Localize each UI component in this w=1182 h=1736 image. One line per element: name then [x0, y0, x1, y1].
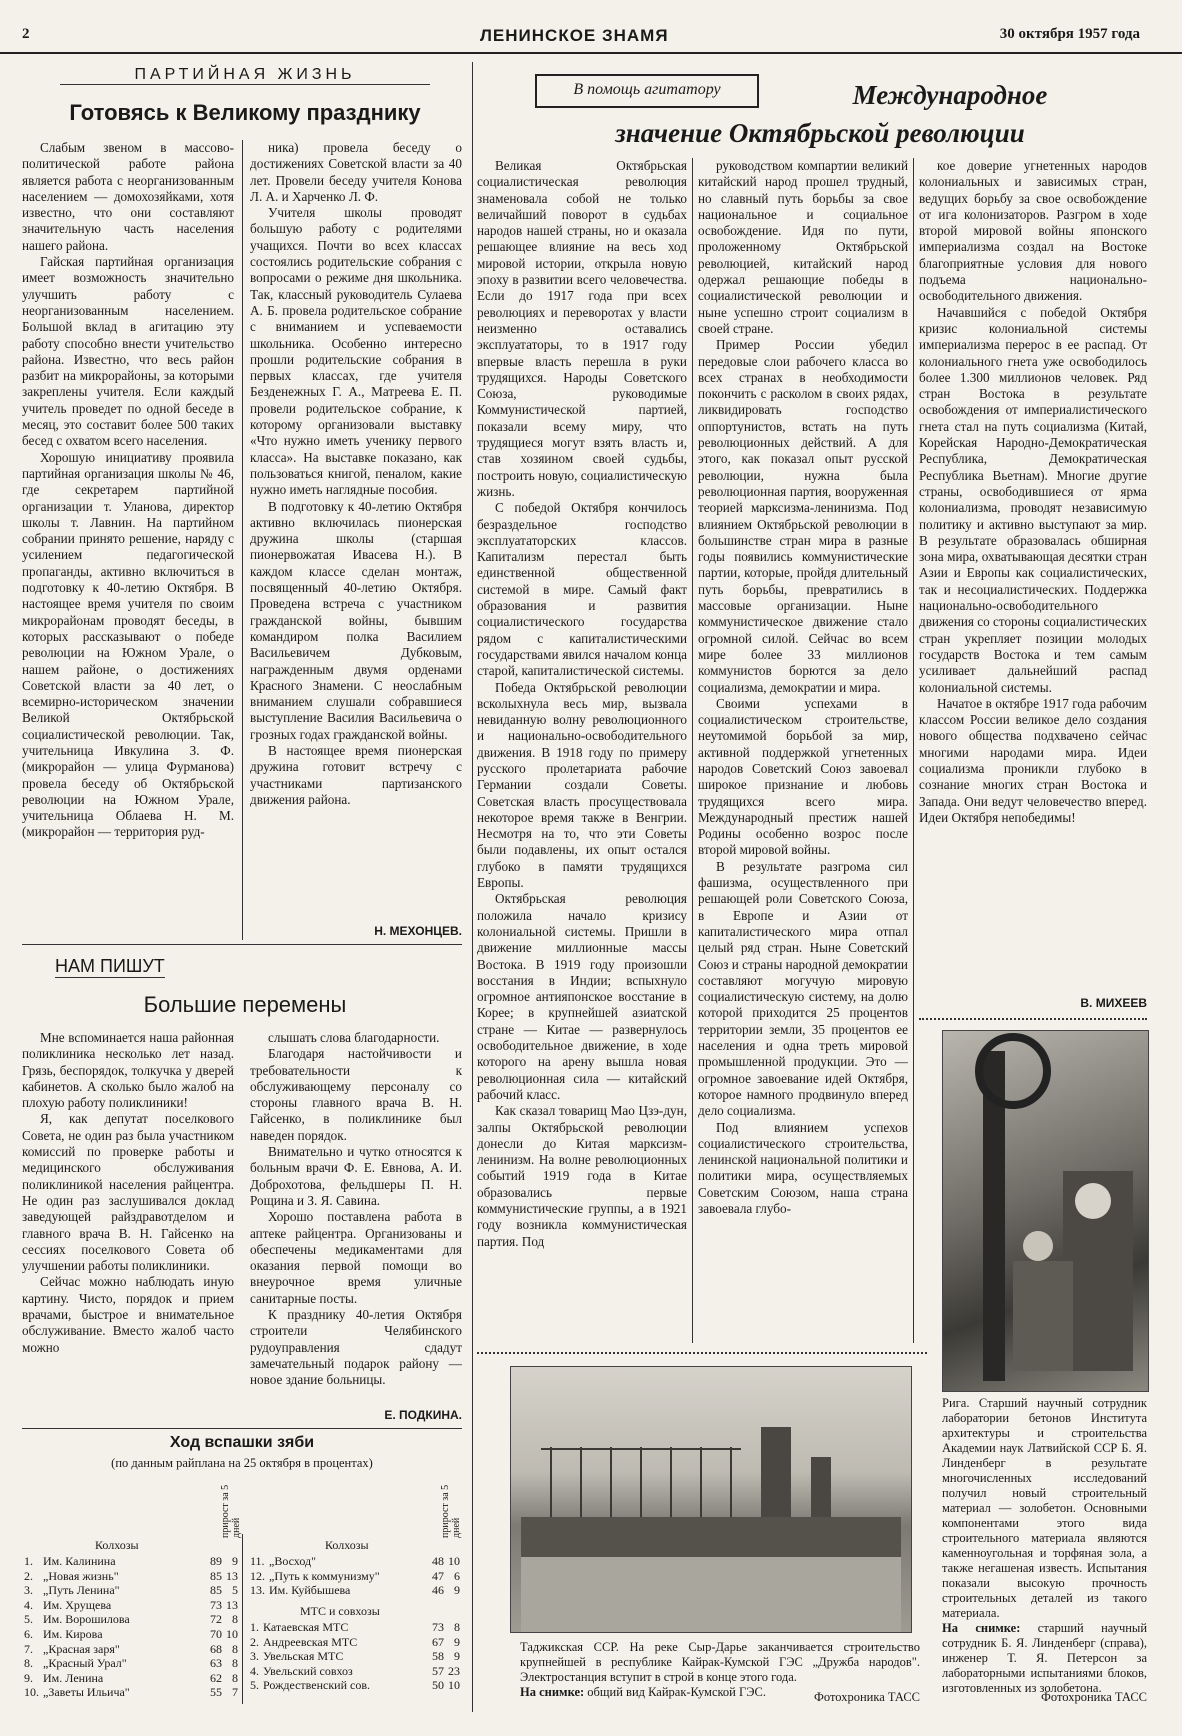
- farm-name: „Заветы Ильича": [43, 1685, 130, 1700]
- paragraph: Начавшийся с победой Октября кризис колониальной системы империализма перерос в ее распад. От колониального гнета уже освободилось более 1.300 миллионов человек. Ряд стран Востока в результате освобождения от империалистического гнета стал на путь социализма (Китай, Корейская Народно-Демократическая Республика, Демократическая Республика Вьетнам). Многие другие страны, освободившиеся от ярма колониализма, проводят независимую политику и активно выступают за мир. В результате образовалась обширная зона мира, охватывающая десятки стран Азии и Европы как социалистических, так и несоциалистических. Поддержка национально-освободительного движения со стороны социалистических стран укрепляет позиции молодых государств Востока и тем самым усиливает дальнейший распад колониальной системы.: [919, 304, 1148, 695]
- table-row: [248, 1583, 462, 1598]
- table-row: [22, 1554, 240, 1569]
- table-row: [22, 1671, 240, 1686]
- signature: Е. ПОДКИНА.: [384, 1408, 462, 1422]
- table-row: [248, 1678, 462, 1693]
- row-number: 2.: [250, 1634, 259, 1649]
- paragraph: Учителя школы проводят большую работу с родителями учащихся. Почти во всех классах состоялись родительские собрания с вопросами о режиме дня школьника. Так, классный руководитель Сулаева А. Б. провела родительское собрание с вниманием и успеваемости школьника. Особенно интересно прошли родительские собрания в первых классах, где учителя Безденежных Г. А., Матреева Е. П. провели родительское собрание, к которому организовали выставку «Что нужно иметь ученику первого класса». На выставке показано, как пользоваться книгой, пеналом, какие нужно иметь наглядные пособия.: [250, 205, 462, 498]
- increase-value: 5: [232, 1583, 238, 1598]
- table-row: [22, 1598, 240, 1613]
- farm-name: Рождественский сов.: [263, 1678, 371, 1693]
- table-row: [248, 1635, 462, 1650]
- column-divider: [242, 140, 243, 940]
- signature: В. МИХЕЕВ: [1080, 996, 1147, 1010]
- group-label: Колхозы: [325, 1538, 369, 1552]
- row-number: 8.: [24, 1656, 33, 1671]
- row-number: 3.: [250, 1649, 259, 1664]
- increase-value: 8: [232, 1612, 238, 1627]
- farm-name: „Красный Урал": [43, 1656, 127, 1671]
- paragraph: Хорошо поставлена работа в аптеке райцентра. Организованы и обеспечены медикаментами для оказания первой помощи во внеурочное время уличные санитарные посты.: [250, 1209, 462, 1306]
- row-number: 4.: [250, 1663, 259, 1678]
- photo-credit: Фотохроника ТАСС: [814, 1690, 920, 1704]
- row-number: 5.: [24, 1612, 33, 1627]
- article-title: Большие перемены: [143, 992, 347, 1017]
- row-number: 6.: [24, 1626, 33, 1641]
- farm-name: „Путь к коммунизму": [269, 1568, 380, 1583]
- farm-name: Им. Ленина: [43, 1670, 104, 1685]
- increase-value: 9: [454, 1583, 460, 1598]
- page-header: [0, 22, 1182, 54]
- article-title-line1: Международное: [852, 80, 1048, 110]
- paragraph: Как сказал товарищ Мао Цзэ-дун, залпы Октябрьской революции донесли до Китая марксизм-ленинизм. На волне революционных событий 1919 года в Китае образовались первые коммунистические группы, а в 1921 году возникла коммунистическая партия. Под: [477, 1103, 687, 1249]
- caption-text: старший научный сотрудник Б. Я. Линденберг (справа), инженер Т. Я. Петерсон за лабораторными испытаниями блоков, изготовленных из золобетона.: [942, 1621, 1148, 1695]
- increase-value: 8: [232, 1641, 238, 1656]
- paragraph: Внимательно и чутко относятся к больным врачи Ф. Е. Евнова, А. И. Доброхотова, фельдшеры П. Н. Рощина и З. Я. Савина.: [250, 1144, 462, 1208]
- article-column: [250, 1030, 462, 1405]
- farm-name: Катаевская МТС: [263, 1620, 349, 1634]
- increase-value: 10: [448, 1678, 460, 1693]
- paragraph: В результате разгрома сил фашизма, осуществленного при решающей роли Советского Союза, в Европе и Азии от капиталистического мира отпал целый ряд стран. Ныне Советский Союз и страны народной демократии составляют могучую мировую социалистическую систему, на долю которой приходится 25 процентов территории земли, 35 процентов ее населения и одна треть мировой промышленной продукции. Это — огромное завоевание идей Октября, которое намного продвинуло вперед дело социализма.: [698, 858, 908, 1119]
- increase-value: 8: [232, 1656, 238, 1671]
- percent-value: 58: [432, 1649, 444, 1664]
- row-number: 9.: [24, 1670, 33, 1685]
- increase-value: 10: [226, 1626, 238, 1641]
- increase-value: 9: [454, 1634, 460, 1649]
- percent-value: 68: [210, 1641, 222, 1656]
- percent-value: 57: [432, 1663, 444, 1678]
- increase-value: 6: [454, 1568, 460, 1583]
- paragraph: Пример России убедил передовые слои рабочего класса во всех странах в необходимости покончить с расколом в своих рядах, ликвидировать господство оппортунистов, встать на путь революционных действий. А для этого, как показал опыт русской революции, нужна была революционная партия, вооруженная теорией марксизма-ленинизма. Под влиянием Октябрьской революции в большинстве стран мира в разные годы появились коммунистические партии, которые, пройдя длительный путь борьбы, превратились в массовые организации. Ныне коммунистическое движение стало огромной силой. Сейчас во всем мире более 33 миллионов коммунистов борются за дело социализма, демократии и мира.: [698, 337, 908, 695]
- farm-name: „Новая жизнь": [43, 1568, 119, 1583]
- caption-label: На снимке:: [942, 1621, 1021, 1635]
- increase-value: 8: [454, 1620, 460, 1634]
- table-row: [248, 1664, 462, 1679]
- table-row: [22, 1569, 240, 1584]
- photo-hydro-station: [510, 1366, 912, 1633]
- paragraph: Слабым звеном в массово-политической работе района является работа с неорганизованным населением — домохозяйками, хотя известно, что они составляют значительную часть населения нашего района.: [22, 140, 234, 253]
- caption-text: общий вид Кайрак-Кумской ГЭС.: [587, 1685, 766, 1699]
- rubric-party-life: ПАРТИЙНАЯ ЖИЗНЬ: [60, 66, 430, 85]
- article-column: [477, 158, 687, 1343]
- signature: Н. МЕХОНЦЕВ.: [374, 924, 462, 938]
- rubric-letters: НАМ ПИШУТ: [55, 956, 165, 976]
- table-row: [248, 1554, 462, 1569]
- group-label: МТС и совхозы: [300, 1604, 380, 1618]
- section-divider: [477, 1352, 927, 1354]
- paragraph: Начатое в октябре 1917 года рабочим классом России великое дело создания нового общества подхвачено сейчас многими народами мира. Идеи социализма проникли глубоко в сознание многих стран Востока и Запада. Они ведут человечество вперед. Идеи Октября непобедимы!: [919, 695, 1147, 825]
- farm-name: Им. Ворошилова: [43, 1612, 130, 1627]
- paragraph: руководством компартии великий китайский народ прошел трудный, но славный путь борьбы за свое национальное и социальное освобождение. Идя по пути, проложенному Октябрьской революцией, китайский народ одержал решающие победы в социалистической революции и ныне успешно строит социализм в своей стране.: [698, 158, 908, 336]
- article-column: [22, 140, 234, 940]
- column-divider: [692, 158, 693, 1343]
- row-number: 11.: [250, 1554, 265, 1568]
- percent-value: 46: [432, 1583, 444, 1598]
- increase-value: 7: [232, 1685, 238, 1700]
- caption-text: Рига. Старший научный сотрудник лаборатории бетонов Института архитектуры и строительства Академии наук Латвийской ССР Б. Я. Линденберг в результате многочисленных исследований получил новый строительный материал — золобетон. Основными компонентами этого вида строительного материала являются каменноугольная и торфяная зола, а также негашеная известь. Испытания показали высокую прочность строительных деталей из такого материала.: [942, 1396, 1147, 1620]
- table-row: [22, 1627, 240, 1642]
- increase-value: 13: [226, 1568, 238, 1583]
- table-subtitle: (по данным райплана на 25 октября в процентах): [111, 1456, 373, 1470]
- section-divider: [919, 1018, 1147, 1020]
- paragraph: К празднику 40-летия Октября строители Челябинского рудоуправления сдадут замечательный подарок району — новое здание больницы.: [250, 1307, 462, 1388]
- increase-value: 23: [448, 1663, 460, 1678]
- percent-value: 85: [210, 1583, 222, 1598]
- table-row: [22, 1583, 240, 1598]
- percent-value: 47: [432, 1568, 444, 1583]
- table-row: [22, 1656, 240, 1671]
- percent-value: 67: [432, 1634, 444, 1649]
- row-number: 5.: [250, 1678, 259, 1693]
- photo-caption: [942, 1396, 1148, 1695]
- row-number: 13.: [250, 1583, 265, 1598]
- group-label: Колхозы: [95, 1538, 139, 1552]
- farm-name: Им. Куйбышева: [269, 1583, 351, 1598]
- farm-name: Увельская МТС: [263, 1649, 344, 1664]
- farm-name: „Красная заря": [43, 1641, 120, 1656]
- rubric-agitator: В помощь агитатору: [535, 74, 759, 108]
- table-row: [22, 1612, 240, 1627]
- table-row: [22, 1642, 240, 1657]
- article-column: [250, 140, 462, 920]
- paragraph: Хорошую инициативу проявила партийная организация школы № 46, где секретарем партийной организации т. Уланова, директор школы т. Лавнин. На партийном собрании принято решение, наряду с усилением педагогической пропаганды, активно включиться в подготовку к 40-летию Октября. В настоящее время учителя по своим микрорайонам проводят беседы, в которых рассказывают о победе революции на Южном Урале, о нашем районе, о достижениях Советской власти за 40 лет, о всемирно-историческом значении Великой Октябрьской социалистической революции. Так, учительница Ивкулина З. Ф. (микрорайон — улица Фурманова) провела беседу об Октябрьской революции на Южном Урале, учительница Облаева Н. М. (микрорайон — территория руд-: [22, 449, 234, 840]
- photo-credit: Фотохроника ТАСС: [1041, 1690, 1147, 1704]
- caption-text: Таджикская ССР. На реке Сыр-Дарье заканчивается строительство крупнейшей в республике Кайрак-Кумской ГЭС „Дружба народов". Электростанция вступит в строй в конце этого года.: [520, 1640, 920, 1684]
- table-title: Ход вспашки зяби: [169, 1434, 315, 1451]
- increase-value: 10: [448, 1554, 460, 1568]
- paragraph: Я, как депутат поселкового Совета, не один раз была участником комиссий по проверке работы и медицинского обслуживания поликлиникой населения райцентра. Не один раз заслушивался доклад заведующей райздравотделом и главного врача В. Н. Гайсенко на сессиях поселкового Совета об улучшении работы поликлиники.: [22, 1111, 234, 1274]
- percent-value: 72: [210, 1612, 222, 1627]
- farm-name: Увельский совхоз: [263, 1663, 353, 1678]
- row-number: 12.: [250, 1568, 265, 1583]
- table-row: [248, 1620, 462, 1635]
- percent-value: 55: [210, 1685, 222, 1700]
- page-number: 2: [22, 26, 30, 42]
- plowing-table-left: [22, 1554, 240, 1700]
- farm-name: Андреевская МТС: [263, 1634, 358, 1649]
- table-row: [22, 1685, 240, 1700]
- row-number: 7.: [24, 1641, 33, 1656]
- farm-name: „Путь Ленина": [43, 1583, 120, 1598]
- paragraph: В настоящее время пионерская дружина готовит встречу с участниками партизанского движения района.: [250, 742, 462, 807]
- plowing-table-mts: [248, 1620, 462, 1693]
- paragraph: Гайская партийная организация имеет возможность значительно улучшить работу с неорганизованным населением. Большой вклад в агитацию эту работу способно внести учительство района. Известно, что весь район разбит на микрорайоны, за которыми закреплены учителя. Если каждый учитель проведет по одной беседе в месяц, это составит более 500 таких бесед с охватом всего населения.: [22, 254, 234, 449]
- column-divider: [242, 1534, 243, 1704]
- percent-value: 73: [210, 1597, 222, 1612]
- table-row: [248, 1649, 462, 1664]
- paragraph: Мне вспоминается наша районная поликлиника несколько лет назад. Грязь, беспорядок, толкучка у дверей кабинетов. А сколько было жалоб на плохую работу поликлиники!: [22, 1030, 234, 1111]
- paragraph: Под влиянием успехов социалистического строительства, ленинской национальной политики и политики мира, осуществляемых Советским Союзом, наша страна завоевала глубо-: [698, 1119, 908, 1216]
- farm-name: „Восход": [269, 1554, 316, 1568]
- photo-illustration: [511, 1367, 911, 1632]
- paragraph: С победой Октября кончилось безраздельное господство эксплуататорских классов. Капитализм перестал быть единственной общественной системой в мире. Самый факт образования и развития социалистического государства рядом с капиталистическими государствами явился началом конца старой, капиталистической системы.: [477, 500, 687, 679]
- section-divider: [22, 944, 462, 945]
- paragraph: Победа Октябрьской революции всколыхнула весь мир, вызвала невиданную волну революционного и национально-освободительного движения. В 1918 году по примеру русского пролетариата рабочие Германии создали Советы. Советская власть просуществовала некоторое время также в Венгрии. Несмотря на то, что эти Советы были подавлены, их опыт остался глубоко в памяти трудящихся Европы.: [477, 679, 687, 891]
- photo-illustration: [943, 1031, 1148, 1391]
- newspaper-name: ЛЕНИНСКОЕ ЗНАМЯ: [480, 26, 669, 45]
- photo-riga-lab: [942, 1030, 1149, 1392]
- row-number: 4.: [24, 1597, 33, 1612]
- column-header: прирост за 5 дней: [220, 1484, 242, 1538]
- farm-name: Им. Кирова: [43, 1626, 103, 1641]
- issue-date: 30 октября 1957 года: [999, 26, 1140, 42]
- percent-value: 73: [432, 1620, 444, 1634]
- percent-value: 89: [210, 1554, 222, 1568]
- increase-value: 8: [232, 1670, 238, 1685]
- percent-value: 70: [210, 1626, 222, 1641]
- farm-name: Им. Калинина: [43, 1554, 116, 1568]
- percent-value: 63: [210, 1656, 222, 1671]
- increase-value: 9: [454, 1649, 460, 1664]
- column-header: прирост за 5 дней: [440, 1484, 462, 1538]
- farm-name: Им. Хрущева: [43, 1597, 112, 1612]
- paragraph: Сейчас можно наблюдать иную картину. Чисто, порядок и прием врачами, быстрое и внимательное обслуживание. Вместо жалоб часто можно: [22, 1274, 234, 1355]
- paragraph: ника) провела беседу о достижениях Советской власти за 40 лет. Провели беседу учителя Конова Л. А. и Харченко Л. Ф.: [250, 140, 462, 204]
- paragraph: Своими успехами в социалистическом строительстве, неутомимой борьбой за мир, активной поддержкой угнетенных народов Советский Союз завоевал широкое признание и любовь трудящихся всего мира. Международный престиж нашей Родины особенно возрос после второй мировой войны.: [698, 695, 908, 858]
- column-divider: [913, 158, 914, 1343]
- percent-value: 50: [432, 1678, 444, 1693]
- paragraph: В подготовку к 40-летию Октября активно включилась пионерская дружина школы (старшая пионервожатая Ивасева Н.). В каждом классе сделан монтаж, посвященный 40-летию Октября. Проведена встреча с участником гражданской войны, бывшим командиром полка Василием Васильевичем Дубковым, награжденным двумя орденами Красного Знамени. С неослабным вниманием слушали собравшиеся выступление Василия Васильевича о грозных годах гражданской войны.: [250, 498, 462, 742]
- article-title: Готовясь к Великому празднику: [69, 100, 421, 125]
- table-row: [248, 1569, 462, 1584]
- percent-value: 85: [210, 1568, 222, 1583]
- plowing-table-right: [248, 1554, 462, 1598]
- paragraph: кое доверие угнетенных народов колониальных и зависимых стран, ведущих борьбу за свое освобождение от ига колонизаторов. Разгром в ходе второй мировой войны японского империализма создал на Востоке благоприятные условия для нового подъема национально-освободительного движения.: [919, 158, 1147, 304]
- percent-value: 48: [432, 1554, 444, 1568]
- article-title-line2: значение Октябрьской революции: [615, 118, 1025, 148]
- paragraph: слышать слова благодарности.: [268, 1030, 440, 1045]
- increase-value: 13: [226, 1597, 238, 1612]
- article-column: [919, 158, 1147, 990]
- row-number: 1.: [24, 1554, 33, 1568]
- row-number: 10.: [24, 1685, 39, 1700]
- row-number: 2.: [24, 1568, 33, 1583]
- column-divider: [472, 62, 473, 1712]
- caption-label: На снимке:: [520, 1685, 585, 1699]
- article-column: [698, 158, 908, 1343]
- row-number: 3.: [24, 1583, 33, 1598]
- article-column: [22, 1030, 234, 1422]
- row-number: 1.: [250, 1620, 259, 1634]
- percent-value: 62: [210, 1670, 222, 1685]
- paragraph: Октябрьская революция положила начало кризису колониальной системы. Пришли в движение миллионные массы Востока. В 1919 году произошли восстания в Индии; вспыхнуло огромное антияпонское восстание в Корее; в крупнейшей азиатской стране — Китае — развернулось освободительное движение, в ходе которого на арену вышла новая революционная сила — китайский рабочий класс.: [477, 891, 687, 1102]
- paragraph: Благодаря настойчивости и требовательности к обслуживающему персоналу со стороны главного врача В. Н. Гайсенко, в поликлинике был наведен порядок.: [250, 1046, 462, 1143]
- section-divider: [22, 1428, 462, 1429]
- paragraph: Великая Октябрьская социалистическая революция знаменовала собой не только величайший поворот в судьбах народов нашей страны, но и оказала решающее влияние на весь ход мировой истории, открыла новую эпоху в развитии всего человечества. Если до 1917 года при всех революциях и переворотах у власти неизменно оставались эксплуататоры, то в 1917 году впервые власть перешла в руки трудящихся. Народы Советского Союза, руководимые Коммунистической партией, показали всему миру, что трудящиеся могут взять власть и, став хозяином своей судьбы, построить новую, социалистическую жизнь.: [477, 158, 687, 499]
- increase-value: 9: [232, 1554, 238, 1568]
